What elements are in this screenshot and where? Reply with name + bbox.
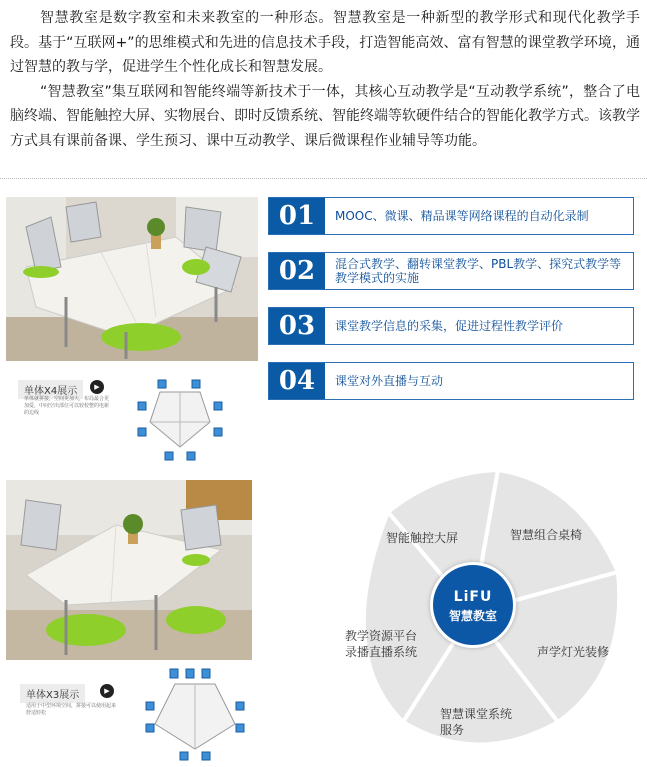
wheel-label-line: 智慧课堂系统 <box>440 707 513 721</box>
layout-1-description: 单体就拼接，空间更加大，布局最合更加爱，中间空出部位可以较校整的电新的边线 <box>24 396 110 416</box>
feature-text: MOOC、微课、精品课等网络课程的自动化录制 <box>335 209 589 223</box>
layout-2-diagram <box>140 664 250 764</box>
layout-2-description: 适用于中型环境空间，拼接可以使用起来舒适轻松 <box>26 703 117 716</box>
feature-text: 课堂对外直播与互动 <box>335 374 444 388</box>
wheel-label-classroom-system <box>440 706 512 738</box>
wheel-label-touchscreen: 智能触控大屏 <box>386 531 459 545</box>
wheel-label-furniture: 智慧组合桌椅 <box>510 528 583 542</box>
classroom-photo-2 <box>6 480 252 660</box>
wheel-label-resource-platform <box>345 628 417 660</box>
brand-logo: LiFU <box>453 589 493 605</box>
intro-text <box>10 6 640 153</box>
classroom-photo-1 <box>6 197 258 361</box>
feature-item-04 <box>268 362 634 400</box>
wheel-label-line: 教学资源平台 <box>345 629 418 643</box>
intro-paragraph-2: “智慧教室”集互联网和智能终端等新技术于一体，其核心互动教学是“互动教学系统”，整合了电脑终端、智能触控大屏、实物展台、即时反馈系统、智能终端等软硬件结合的智能化教学方式。该教学方式具有课前备课、学生预习、课中互动教学、课后微课程作业辅导等功能。 <box>10 83 640 149</box>
play-icon[interactable]: ▶ <box>90 380 104 394</box>
wheel-label-acoustics: 声学灯光装修 <box>537 645 610 659</box>
section-divider <box>0 178 647 179</box>
feature-item-02 <box>268 252 634 290</box>
feature-text: 课堂教学信息的采集，促进过程性教学评价 <box>335 319 564 333</box>
intro-paragraph-1: 智慧教室是数字教室和未来教室的一种形态。智慧教室是一种新型的教学形式和现代化教学手段。基于“互联网+”的思维模式和先进的信息技术手段，打造智能高效、富有智慧的课堂教学环境，通过智慧的教与学，促进学生个性化成长和智慧发展。 <box>10 10 640 75</box>
feature-number: 01 <box>269 198 325 234</box>
feature-item-03 <box>268 307 634 345</box>
wheel-label-line: 服务 <box>440 723 465 737</box>
feature-number: 04 <box>269 363 325 399</box>
feature-text: 混合式教学、翻转课堂教学、PBL教学、探究式教学等教学模式的实施 <box>335 257 622 285</box>
layout-1-title: 单体X4展示 <box>18 380 83 399</box>
wheel-label-line: 录播直播系统 <box>345 645 418 659</box>
feature-item-01 <box>268 197 634 235</box>
feature-number: 02 <box>269 253 325 289</box>
layout-2-title: 单体X3展示 <box>20 684 85 703</box>
play-icon[interactable]: ▶ <box>100 684 114 698</box>
feature-number: 03 <box>269 308 325 344</box>
wheel-center <box>430 562 516 648</box>
layout-1-diagram <box>130 372 230 467</box>
wheel-center-title: 智慧教室 <box>448 609 497 623</box>
